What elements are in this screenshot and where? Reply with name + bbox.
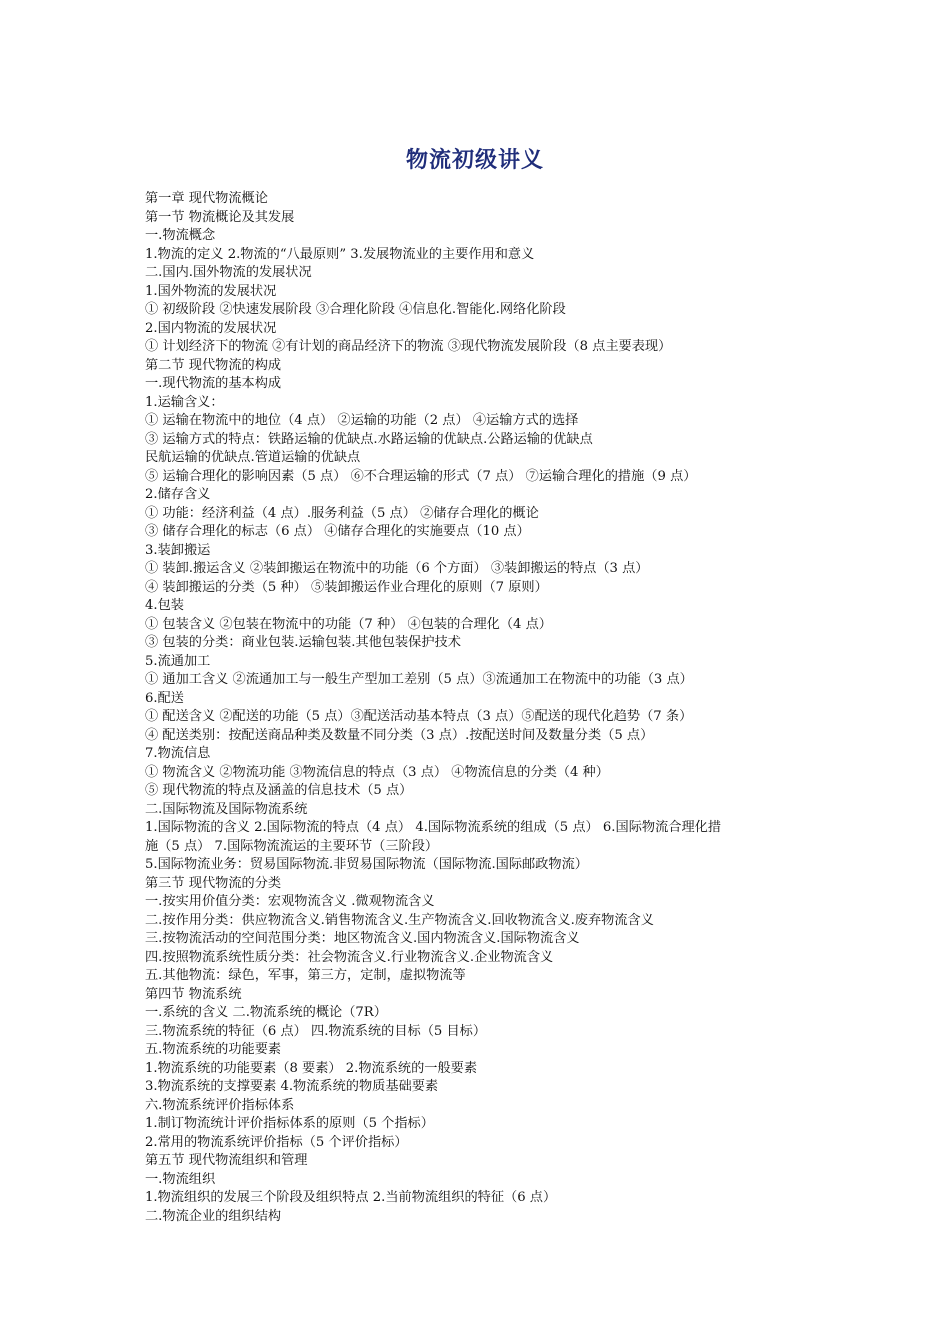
text-line: 民航运输的优缺点.管道运输的优缺点 — [145, 450, 361, 465]
text-line: 二.物流企业的组织结构 — [145, 1208, 282, 1224]
text-line: ① 计划经济下的物流 ②有计划的商品经济下的物流 ③现代物流发展阶段（8 点主要表现） — [145, 339, 672, 354]
text-line: 1.运输含义： — [145, 394, 224, 410]
text-line: 四.按照物流系统性质分类：社会物流含义.行业物流含义.企业物流含义 — [145, 949, 554, 965]
text-line: 2.常用的物流系统评价指标（5 个评价指标） — [145, 1134, 408, 1150]
text-line: 3.装卸搬运 — [145, 542, 211, 558]
text-line: ① 功能：经济利益（4 点）.服务利益（5 点） ②储存合理化的概论 — [145, 505, 539, 521]
text-line: ① 运输在物流中的地位（4 点） ②运输的功能（2 点） ④运输方式的选择 — [145, 413, 579, 428]
text-line: 三.物流系统的特征（6 点） 四.物流系统的目标（5 目标） — [145, 1023, 487, 1039]
text-line: ① 初级阶段 ②快速发展阶段 ③合理化阶段 ④信息化.智能化.网络化阶段 — [145, 302, 566, 317]
text-line: 施（5 点） 7.国际物流流运的主要环节（三阶段） — [145, 838, 439, 854]
document-title: 物流初级讲义 — [405, 147, 544, 173]
text-line: 二.国际物流及国际物流系统 — [145, 801, 308, 817]
text-line: ④ 装卸搬运的分类（5 种） ⑤装卸搬运作业合理化的原则（7 原则） — [145, 579, 548, 595]
text-line: 第一章 现代物流概论 — [145, 191, 268, 206]
text-line: ④ 配送类别：按配送商品种类及数量不同分类（3 点）.按配送时间及数量分类（5 点） — [145, 727, 654, 743]
text-line: 一.按实用价值分类：宏观物流含义 .微观物流含义 — [145, 894, 435, 909]
text-line: ③ 储存合理化的标志（6 点） ④储存合理化的实施要点（10 点） — [145, 524, 530, 539]
text-line: ⑤ 现代物流的特点及涵盖的信息技术（5 点） — [145, 783, 413, 798]
text-line: 三.按物流活动的空间范围分类：地区物流含义.国内物流含义.国际物流含义 — [145, 931, 580, 946]
text-line: 5.流通加工 — [145, 653, 211, 669]
text-line: ① 装卸.搬运含义 ②装卸搬运在物流中的功能（6 个方面） ③装卸搬运的特点（3 点） — [145, 561, 649, 576]
text-line: 第四节 物流系统 — [145, 986, 242, 1002]
text-line: 1.制订物流统计评价指标体系的原则（5 个指标） — [145, 1116, 434, 1131]
text-line: 第二节 现代物流的构成 — [145, 357, 282, 373]
text-line: 3.物流系统的支撑要素 4.物流系统的物质基础要素 — [145, 1079, 439, 1094]
text-line: 第五节 现代物流组织和管理 — [145, 1153, 308, 1168]
text-line: ① 包装含义 ②包装在物流中的功能（7 种） ④包装的合理化（4 点） — [145, 616, 552, 632]
text-line: 一.系统的含义 二.物流系统的概论（7R） — [145, 1005, 387, 1020]
text-line: 五.物流系统的功能要素 — [145, 1042, 282, 1057]
text-line: ① 通加工含义 ②流通加工与一般生产型加工差别（5 点）③流通加工在物流中的功能（3 点） — [145, 672, 693, 687]
text-line: 7.物流信息 — [145, 746, 211, 761]
text-line: 4.包装 — [145, 598, 184, 613]
text-line: 第一节 物流概论及其发展 — [145, 209, 295, 225]
text-line: 1.物流组织的发展三个阶段及组织特点 2.当前物流组织的特征（6 点） — [145, 1190, 557, 1205]
text-line: 2.储存含义 — [145, 487, 211, 502]
text-line: 第三节 现代物流的分类 — [145, 875, 282, 891]
text-line: 一.物流概念 — [145, 228, 216, 243]
document-body — [145, 190, 825, 1226]
text-line: 1.国际物流的含义 2.国际物流的特点（4 点） 4.国际物流系统的组成（5 点） 6.国际物流合理化措 — [145, 820, 722, 835]
text-line: 二.国内.国外物流的发展状况 — [145, 265, 312, 280]
text-line: 1.物流的定义 2.物流的“八最原则” 3.发展物流业的主要作用和意义 — [145, 246, 535, 262]
text-line: 一.物流组织 — [145, 1171, 216, 1187]
text-line: ① 配送含义 ②配送的功能（5 点）③配送活动基本特点（3 点）⑤配送的现代化趋势（7 条） — [145, 709, 693, 724]
text-line: 6.配送 — [145, 690, 184, 706]
text-line: 五.其他物流：绿色，军事，第三方，定制，虚拟物流等 — [145, 968, 466, 983]
text-line: 2.国内物流的发展状况 — [145, 320, 277, 336]
text-line: ① 物流含义 ②物流功能 ③物流信息的特点（3 点） ④物流信息的分类（4 种） — [145, 764, 609, 780]
text-line: 5.国际物流业务：贸易国际物流.非贸易国际物流（国际物流.国际邮政物流） — [145, 857, 588, 872]
text-line: 1.国外物流的发展状况 — [145, 283, 277, 299]
text-line: 一.现代物流的基本构成 — [145, 376, 282, 391]
text-line: 1.物流系统的功能要素（8 要素） 2.物流系统的一般要素 — [145, 1060, 478, 1076]
text-line: ⑤ 运输合理化的影响因素（5 点） ⑥不合理运输的形式（7 点） ⑦运输合理化的措施（9 点） — [145, 468, 697, 484]
text-line: ③ 运输方式的特点：铁路运输的优缺点.水路运输的优缺点.公路运输的优缺点 — [145, 431, 593, 447]
text-line: ③ 包装的分类：商业包装.运输包装.其他包装保护技术 — [145, 635, 461, 650]
text-line: 六.物流系统评价指标体系 — [145, 1097, 295, 1113]
text-line: 二.按作用分类：供应物流含义.销售物流含义.生产物流含义.回收物流含义.废弃物流含义 — [145, 912, 654, 928]
